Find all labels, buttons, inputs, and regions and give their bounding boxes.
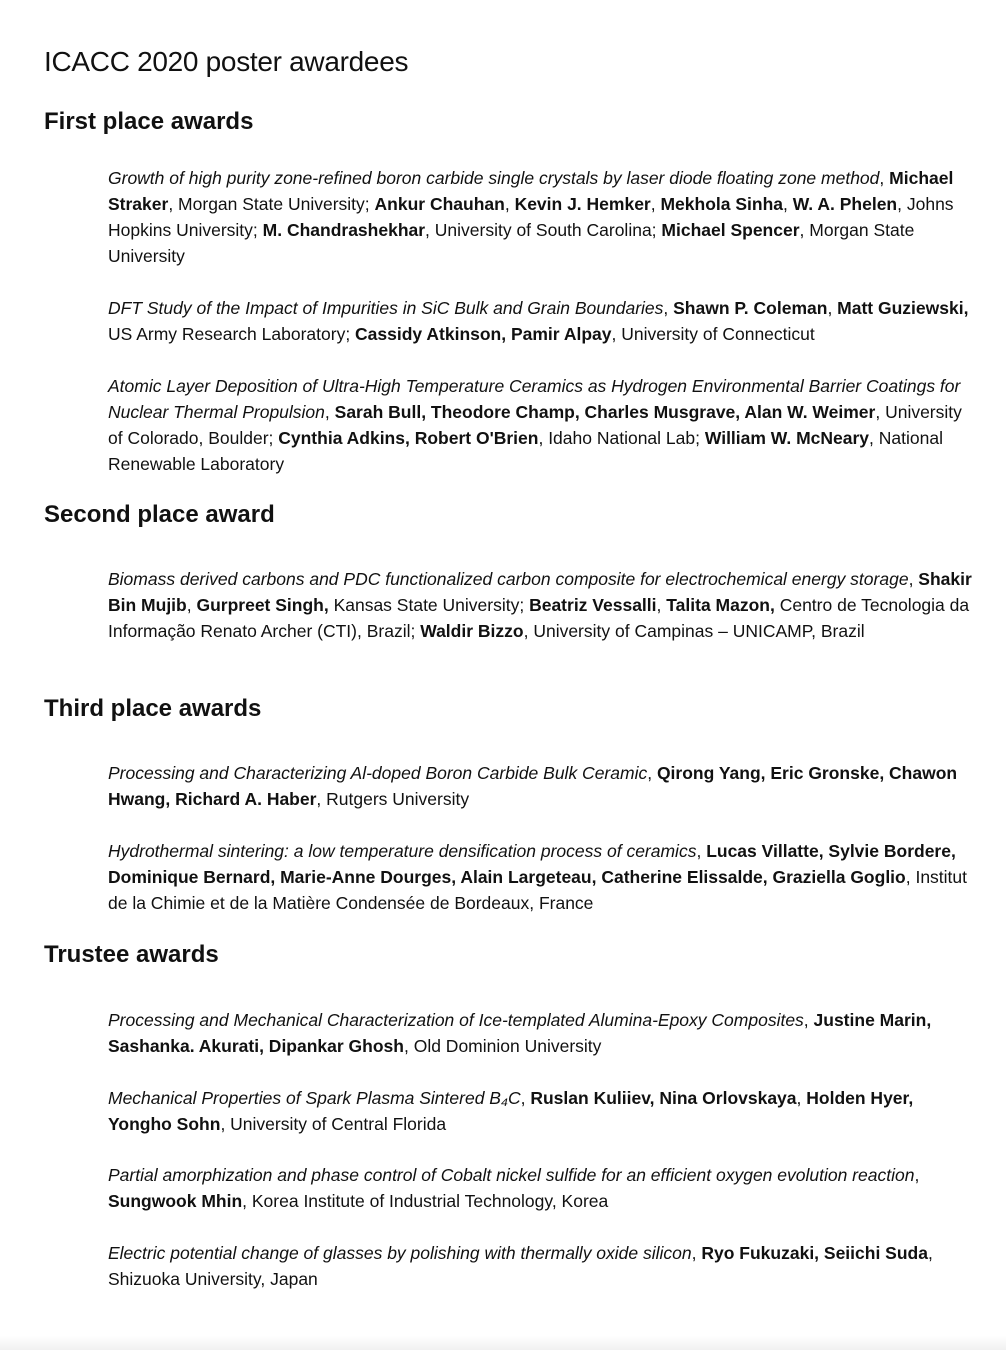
author-names: William W. McNeary [704,428,870,448]
author-names: Ruslan Kuliiev, Nina Orlovskaya [530,1088,797,1108]
author-names: W. A. Phelen [792,194,898,214]
award-entry [108,373,978,477]
affiliation-text: Kansas State University; [328,595,530,615]
award-entry [108,1162,978,1214]
affiliation-text: , [691,1243,702,1263]
award-entry [108,760,978,812]
affiliation-text: , University of South Carolina; [425,220,662,240]
award-entry [108,1085,978,1137]
award-entry [108,1240,978,1292]
author-names: Shakir Bin Mujib [108,569,972,615]
author-names: Michael Spencer [661,220,800,240]
affiliation-text: , Rutgers University [316,789,470,809]
affiliation-text: , University of Colorado, Boulder; [108,402,962,448]
author-names: Mekhola Sinha [660,194,784,214]
author-names: Lucas Villatte, Sylvie Bordere, Dominique Bernard, Marie-Anne Dourges, Alain Largeteau, Catherine Elissalde, Graziella Goglio [108,841,956,887]
affiliation-text: , [663,298,674,318]
section-heading: Trustee awards [44,941,219,968]
poster-title: Growth of high purity zone-refined boron carbide single crystals by laser diode floating zone method [108,168,880,188]
affiliation-text: US Army Research Laboratory; [108,324,356,344]
affiliation-text: , Old Dominion University [403,1036,602,1056]
poster-title: Electric potential change of glasses by polishing with thermally oxide silicon [108,1243,692,1263]
affiliation-text: , Idaho National Lab; [538,428,705,448]
affiliation-text: , Morgan State University; [168,194,375,214]
poster-title: Atomic Layer Deposition of Ultra-High Temperature Ceramics as Hydrogen Environmental Barrier Coatings for Nuclear Thermal Propulsion [108,376,961,422]
affiliation-text: , [324,402,335,422]
author-names: Michael Straker [108,168,954,214]
award-entry [108,566,978,644]
author-names: Shawn P. Coleman [673,298,828,318]
affiliation-text: , [504,194,515,214]
affiliation-text: , [647,763,657,783]
affiliation-text: Centro de Tecnologia da Informação Renato Archer (CTI), Brazil; [108,595,970,641]
affiliation-text: , [879,168,890,188]
poster-title: DFT Study of the Impact of Impurities in SiC Bulk and Grain Boundaries [108,298,664,318]
section-heading: First place awards [44,108,254,135]
author-names: Ryo Fukuzaki, Seiichi Suda [701,1243,928,1263]
affiliation-text: , Korea Institute of Industrial Technology, Korea [242,1191,609,1211]
poster-title: Mechanical Properties of Spark Plasma Sintered B₄C [108,1088,521,1108]
author-names: Talita Mazon, [666,595,775,615]
affiliation-text: , [803,1010,814,1030]
affiliation-text: , [827,298,838,318]
affiliation-text: , [696,841,707,861]
author-names: Qirong Yang, Eric Gronske, Chawon Hwang, Richard A. Haber [108,763,958,809]
affiliation-text: , [908,569,919,589]
author-names: Justine Marin, Sashanka. Akurati, Dipankar Ghosh [108,1010,932,1056]
author-names: Sungwook Mhin [108,1191,243,1211]
poster-title: Processing and Mechanical Characterization of Ice-templated Alumina-Epoxy Composites [108,1010,804,1030]
affiliation-text: , [914,1165,920,1185]
award-entry [108,838,978,916]
affiliation-text: , [783,194,793,214]
award-entry [108,295,978,347]
author-names: M. Chandrashekhar [262,220,426,240]
author-names: Matt Guziewski, [837,298,969,318]
author-names: Cassidy Atkinson, Pamir Alpay [355,324,612,344]
affiliation-text: , Institut de la Chimie et de la Matière Condensée de Bordeaux, France [108,867,968,913]
author-names: Sarah Bull, Theodore Champ, Charles Musgrave, Alan W. Weimer [334,402,876,422]
affiliation-text: , [520,1088,531,1108]
poster-title: Processing and Characterizing Al-doped Boron Carbide Bulk Ceramic [108,763,648,783]
affiliation-text: , [656,595,667,615]
affiliation-text: , Johns Hopkins University; [108,194,954,240]
award-entry [108,165,978,269]
author-names: Waldir Bizzo [420,621,524,641]
affiliation-text: , Morgan State University [108,220,915,266]
poster-title: Biomass derived carbons and PDC functionalized carbon composite for electrochemical energy storage [108,569,909,589]
author-names: Cynthia Adkins, Robert O'Brien [278,428,539,448]
author-names: Kevin J. Hemker [514,194,651,214]
affiliation-text: , University of Central Florida [220,1114,447,1134]
affiliation-text: , [186,595,197,615]
poster-title: Hydrothermal sintering: a low temperature densification process of ceramics [108,841,697,861]
affiliation-text: , University of Connecticut [611,324,815,344]
page-title: ICACC 2020 poster awardees [44,46,409,77]
affiliation-text: , National Renewable Laboratory [108,428,943,474]
affiliation-text: , Shizuoka University, Japan [108,1243,933,1289]
page-bottom-edge [0,1336,1006,1350]
author-names: Beatriz Vessalli [529,595,657,615]
affiliation-text: , University of Campinas – UNICAMP, Brazil [523,621,865,641]
section-heading: Second place award [44,501,275,528]
author-names: Ankur Chauhan [374,194,505,214]
poster-title: Partial amorphization and phase control of Cobalt nickel sulfide for an efficient oxygen evolution reaction [108,1165,915,1185]
affiliation-text: , [650,194,661,214]
section-heading: Third place awards [44,695,262,722]
author-names: Holden Hyer, Yongho Sohn [108,1088,914,1134]
affiliation-text: , [796,1088,807,1108]
award-entry [108,1007,978,1059]
author-names: Gurpreet Singh, [196,595,329,615]
